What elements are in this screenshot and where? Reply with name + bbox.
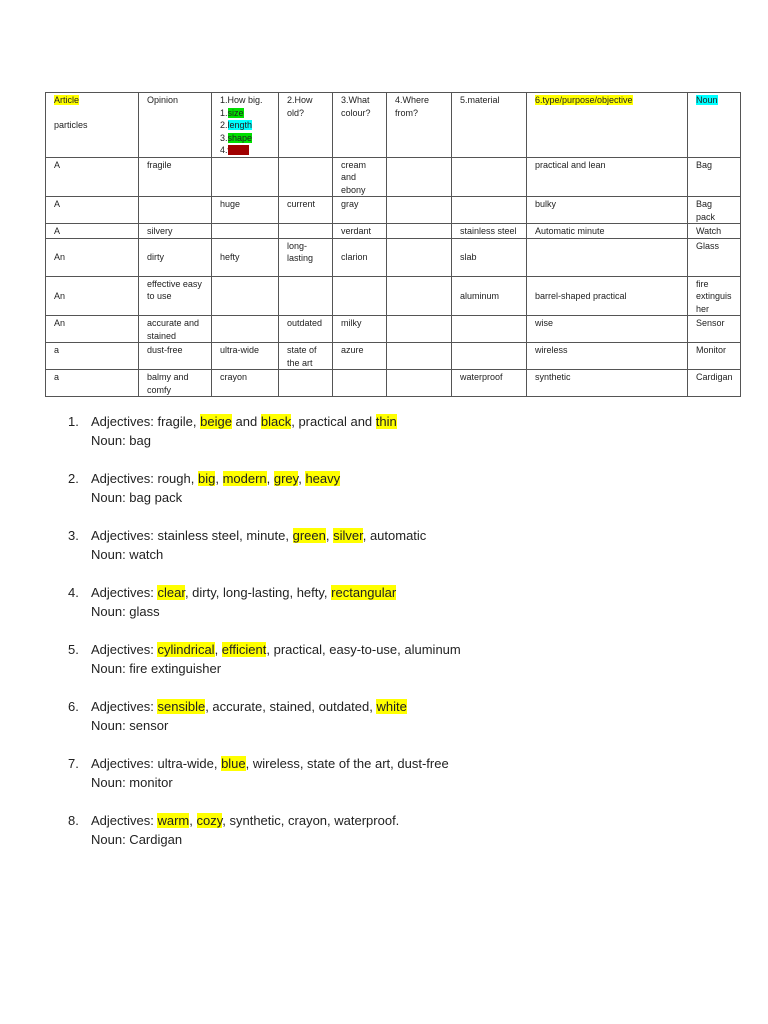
answer-list — [68, 412, 461, 868]
list-item — [68, 811, 461, 849]
list-item — [68, 469, 461, 507]
cell-article: a — [46, 370, 139, 397]
table-row — [46, 157, 741, 197]
list-number: 2. — [68, 471, 79, 486]
cell-type: synthetic — [527, 370, 688, 397]
table-row — [46, 343, 741, 370]
highlighted-adjective: black — [260, 414, 292, 429]
cell-size: crayon — [212, 370, 279, 397]
highlighted-adjective: blue — [221, 756, 246, 771]
cell-opinion: dirty — [139, 238, 212, 276]
cell-material: slab — [452, 238, 527, 276]
cell-age: state of the art — [279, 343, 333, 370]
cell-noun: Sensor — [688, 316, 741, 343]
noun-line: Noun: watch — [91, 547, 164, 562]
cell-opinion: accurate and stained — [139, 316, 212, 343]
noun-line: Noun: Cardigan — [91, 832, 183, 847]
list-number: 6. — [68, 699, 79, 714]
adjectives-line: Adjectives: rough, big, modern, grey, heavy — [91, 471, 341, 486]
cell-colour: azure — [333, 343, 387, 370]
cell-origin — [387, 343, 452, 370]
cell-size: huge — [212, 197, 279, 224]
highlighted-adjective: grey — [273, 471, 299, 486]
highlighted-adjective: beige — [200, 414, 232, 429]
header-colour: 3.What colour? — [333, 93, 387, 158]
highlighted-adjective: white — [376, 699, 407, 714]
highlighted-adjective: efficient — [221, 642, 267, 657]
cell-origin — [387, 197, 452, 224]
list-number: 5. — [68, 642, 79, 657]
cell-origin — [387, 316, 452, 343]
cell-article: An — [46, 316, 139, 343]
table-row — [46, 316, 741, 343]
table-row — [46, 370, 741, 397]
list-number: 1. — [68, 414, 79, 429]
list-item — [68, 754, 461, 792]
cell-type: bulky — [527, 197, 688, 224]
header-size-item: 1.size — [220, 107, 244, 118]
adjectives-line: Adjectives: warm, cozy, synthetic, crayon, waterproof. — [91, 813, 400, 828]
highlighted-adjective: green — [292, 528, 326, 543]
cell-age — [279, 370, 333, 397]
adjectives-line: Adjectives: clear, dirty, long-lasting, hefty, rectangular — [91, 585, 397, 600]
cell-opinion: balmy and comfy — [139, 370, 212, 397]
noun-line: Noun: sensor — [91, 718, 169, 733]
highlighted-adjective: clear — [157, 585, 185, 600]
header-article-label: Article — [54, 95, 80, 105]
noun-line: Noun: fire extinguisher — [91, 661, 222, 676]
noun-line: Noun: bag — [91, 433, 151, 448]
adjectives-line: Adjectives: cylindrical, efficient, practical, easy-to-use, aluminum — [91, 642, 461, 657]
cell-opinion: silvery — [139, 224, 212, 239]
table-row — [46, 224, 741, 239]
cell-type: Automatic minute — [527, 224, 688, 239]
list-number: 7. — [68, 756, 79, 771]
cell-age — [279, 157, 333, 197]
cell-colour: cream and ebony — [333, 157, 387, 197]
header-how-big — [212, 93, 279, 158]
cell-type: wise — [527, 316, 688, 343]
adjectives-line: Adjectives: sensible, accurate, stained, outdated, white — [91, 699, 407, 714]
highlighted-adjective: big — [197, 471, 216, 486]
list-item — [68, 697, 461, 735]
cell-colour: verdant — [333, 224, 387, 239]
header-article — [46, 93, 139, 158]
cell-origin — [387, 238, 452, 276]
cell-colour: milky — [333, 316, 387, 343]
cell-noun: Cardigan — [688, 370, 741, 397]
header-shape-item: 3.shape — [220, 132, 253, 143]
list-number: 4. — [68, 585, 79, 600]
header-opinion: Opinion — [139, 93, 212, 158]
table-row — [46, 276, 741, 316]
cell-size: hefty — [212, 238, 279, 276]
cell-material: stainless steel — [452, 224, 527, 239]
cell-article: A — [46, 157, 139, 197]
highlighted-adjective: cylindrical — [157, 642, 215, 657]
cell-size: ultra-wide — [212, 343, 279, 370]
cell-article: An — [46, 238, 139, 276]
list-item — [68, 526, 461, 564]
cell-colour: clarion — [333, 238, 387, 276]
adjectives-line: Adjectives: fragile, beige and black, practical and thin — [91, 414, 397, 429]
cell-article: a — [46, 343, 139, 370]
cell-opinion: dust-free — [139, 343, 212, 370]
highlighted-adjective: heavy — [305, 471, 341, 486]
header-row — [46, 93, 741, 158]
cell-size — [212, 157, 279, 197]
cell-material — [452, 343, 527, 370]
list-item — [68, 640, 461, 678]
cell-type — [527, 238, 688, 276]
cell-noun: Bag pack — [688, 197, 741, 224]
cell-size — [212, 316, 279, 343]
adjectives-line: Adjectives: ultra-wide, blue, wireless, state of the art, dust-free — [91, 756, 449, 771]
list-item — [68, 583, 461, 621]
header-material: 5.material — [452, 93, 527, 158]
cell-age — [279, 276, 333, 316]
cell-material — [452, 197, 527, 224]
list-number: 3. — [68, 528, 79, 543]
highlighted-adjective: thin — [375, 414, 397, 429]
cell-material: waterproof — [452, 370, 527, 397]
cell-article: A — [46, 197, 139, 224]
cell-colour: gray — [333, 197, 387, 224]
adjectives-line: Adjectives: stainless steel, minute, green, silver, automatic — [91, 528, 427, 543]
cell-origin — [387, 224, 452, 239]
header-how-big-label: 1.How big. — [220, 95, 263, 105]
cell-noun: fire extinguisher — [688, 276, 741, 316]
highlighted-adjective: sensible — [157, 699, 206, 714]
header-where-from: 4.Where from? — [387, 93, 452, 158]
table-row — [46, 197, 741, 224]
cell-article: A — [46, 224, 139, 239]
cell-origin — [387, 157, 452, 197]
cell-type: wireless — [527, 343, 688, 370]
cell-type: practical and lean — [527, 157, 688, 197]
header-how-old: 2.How old? — [279, 93, 333, 158]
cell-material — [452, 316, 527, 343]
cell-size — [212, 276, 279, 316]
cell-age: long-lasting — [279, 238, 333, 276]
noun-line: Noun: bag pack — [91, 490, 183, 505]
header-article-sub: particles — [54, 119, 88, 130]
cell-noun: Monitor — [688, 343, 741, 370]
highlighted-adjective: cozy — [196, 813, 223, 828]
cell-type: barrel-shaped practical — [527, 276, 688, 316]
highlighted-adjective: warm — [157, 813, 190, 828]
adjective-order-table — [45, 92, 741, 397]
highlighted-adjective: rectangular — [331, 585, 397, 600]
cell-age: current — [279, 197, 333, 224]
cell-material — [452, 157, 527, 197]
cell-material: aluminum — [452, 276, 527, 316]
noun-line: Noun: glass — [91, 604, 160, 619]
cell-colour — [333, 276, 387, 316]
highlighted-adjective: silver — [333, 528, 363, 543]
cell-article: An — [46, 276, 139, 316]
cell-opinion: fragile — [139, 157, 212, 197]
cell-noun: Glass — [688, 238, 741, 276]
header-width-item: 4.width — [220, 145, 249, 155]
table-row — [46, 238, 741, 276]
header-type: 6.type/purpose/objective — [527, 93, 688, 158]
cell-age — [279, 224, 333, 239]
highlighted-adjective: modern — [222, 471, 267, 486]
header-noun: Noun — [688, 93, 741, 158]
cell-colour — [333, 370, 387, 397]
header-length-item: 2.length — [220, 120, 253, 130]
list-item — [68, 412, 461, 450]
cell-noun: Watch — [688, 224, 741, 239]
cell-age: outdated — [279, 316, 333, 343]
cell-origin — [387, 370, 452, 397]
cell-size — [212, 224, 279, 239]
cell-noun: Bag — [688, 157, 741, 197]
cell-opinion — [139, 197, 212, 224]
cell-opinion: effective easy to use — [139, 276, 212, 316]
noun-line: Noun: monitor — [91, 775, 173, 790]
cell-origin — [387, 276, 452, 316]
list-number: 8. — [68, 813, 79, 828]
